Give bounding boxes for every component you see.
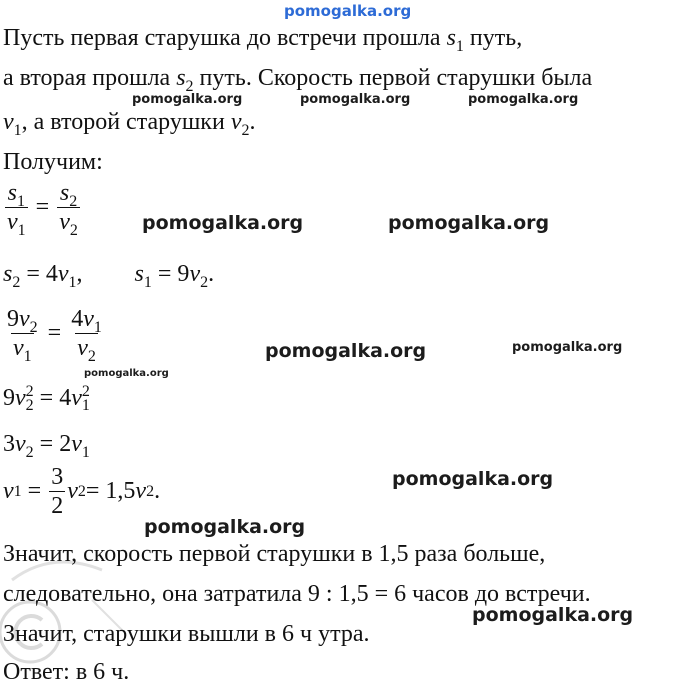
subscript: 2 [200, 273, 209, 291]
equation-2 [3, 260, 215, 291]
var-v: v [83, 306, 94, 332]
text-segment: = 1,5 [85, 478, 136, 504]
text-segment: . [249, 109, 256, 135]
var-v: v [135, 478, 147, 504]
var-s: s [59, 180, 70, 206]
number: 2 [51, 493, 64, 519]
subscript: 2 [12, 273, 21, 291]
text-segment: , а второй старушки [21, 109, 231, 135]
subscript: 1 [17, 192, 25, 210]
var-v: v [59, 209, 70, 235]
equation-4 [3, 384, 90, 413]
text-line-4: Получим: [3, 149, 103, 175]
subscript: 2 [69, 192, 78, 210]
text-segment: путь. Скорость первой старушки была [193, 65, 593, 91]
var-v: v [67, 478, 78, 504]
subscript: 2 [25, 443, 34, 461]
subscript: 1 [13, 121, 22, 139]
subscript: 2 [25, 397, 34, 415]
subscript: 1 [93, 318, 102, 336]
watermark[interactable]: pomogalka.org [300, 92, 411, 107]
number: 3 [3, 431, 15, 457]
equation-5 [3, 430, 90, 461]
subscript: 1 [81, 397, 90, 415]
fraction [5, 306, 40, 365]
text-segment: = 9 [151, 261, 190, 287]
var-v: v [57, 261, 69, 287]
text-segment: путь, [463, 25, 523, 51]
var-v: v [189, 261, 201, 287]
superscript: 2 [25, 383, 34, 401]
subscript: 2 [241, 121, 250, 139]
watermark[interactable]: pomogalka.org [144, 516, 306, 538]
text-line-14: Значит, скорость первой старушки в 1,5 раза больше, [3, 541, 546, 567]
equals-sign: = [27, 478, 42, 504]
text-segment: . [208, 261, 215, 287]
var-v: v [230, 109, 242, 135]
number: 3 [51, 464, 64, 490]
watermark[interactable]: pomogalka.org [472, 604, 634, 626]
var-v: v [13, 335, 24, 361]
subscript: 1 [23, 347, 32, 365]
text-segment: а вторая прошла [3, 65, 177, 91]
var-s: s [134, 261, 144, 287]
watermark[interactable]: pomogalka.org [132, 92, 243, 107]
text-segment: = 4 [20, 261, 58, 287]
watermark[interactable]: pomogalka.org [388, 212, 550, 234]
subscript: 1 [68, 273, 77, 291]
text-line-15: следовательно, она затратила 9 : 1,5 = 6 часов до встречи. [3, 581, 591, 607]
var-v: v [15, 385, 26, 411]
text-line-2 [3, 64, 593, 95]
fraction [49, 464, 65, 519]
equals-sign: = [39, 385, 54, 411]
text-line-17: Ответ: в 6 ч. [3, 659, 130, 685]
watermark[interactable]: pomogalka.org [265, 340, 427, 362]
subscript: 2 [29, 318, 38, 336]
subscript: 2 [87, 347, 96, 365]
text-segment: , [76, 261, 83, 287]
fraction [57, 180, 80, 239]
text-line-3 [3, 108, 256, 139]
watermark[interactable]: pomogalka.org [84, 368, 169, 379]
fraction [69, 306, 104, 365]
var-v: v [77, 335, 88, 361]
subscript: 1 [17, 221, 26, 239]
number: 9 [7, 306, 19, 332]
var-v: v [15, 431, 26, 457]
equals-sign: = [35, 194, 50, 220]
equals-sign: = [47, 320, 62, 346]
text-line-1 [3, 24, 523, 55]
var-v: v [71, 431, 82, 457]
subscript: 2 [185, 77, 194, 95]
var-v: v [7, 209, 18, 235]
subscript: 1 [143, 273, 152, 291]
number: 9 [3, 385, 15, 411]
superscript: 2 [81, 383, 90, 401]
text-segment: = 2 [33, 431, 72, 457]
equation-1 [3, 180, 82, 239]
watermark[interactable]: pomogalka.org [392, 468, 554, 490]
var-s: s [176, 65, 186, 91]
number: 4 [59, 385, 72, 411]
watermark[interactable]: pomogalka.org [142, 212, 304, 234]
var-v: v [3, 478, 14, 504]
watermark[interactable]: pomogalka.org [468, 92, 579, 107]
text-line-16: Значит, старушки вышли в 6 ч утра. [3, 621, 370, 647]
var-v: v [19, 306, 30, 332]
text-segment: . [154, 478, 161, 504]
var-s: s [3, 261, 13, 287]
number: 4 [71, 306, 84, 332]
equation-3 [3, 306, 106, 365]
var-v: v [3, 109, 14, 135]
subscript: 1 [455, 37, 464, 55]
var-s: s [7, 180, 17, 206]
text-segment: Пусть первая старушка до встречи прошла [3, 25, 447, 51]
watermark[interactable]: pomogalka.org [512, 340, 623, 355]
var-v: v [71, 385, 82, 411]
fraction [5, 180, 28, 239]
subscript: 1 [81, 443, 90, 461]
var-s: s [446, 25, 456, 51]
watermark-top[interactable]: pomogalka.org [284, 2, 412, 20]
subscript: 2 [69, 221, 78, 239]
equation-6: v 1 = $\frac{3}{2}$ v 2 = 1,5 v 2 . [3, 464, 161, 519]
